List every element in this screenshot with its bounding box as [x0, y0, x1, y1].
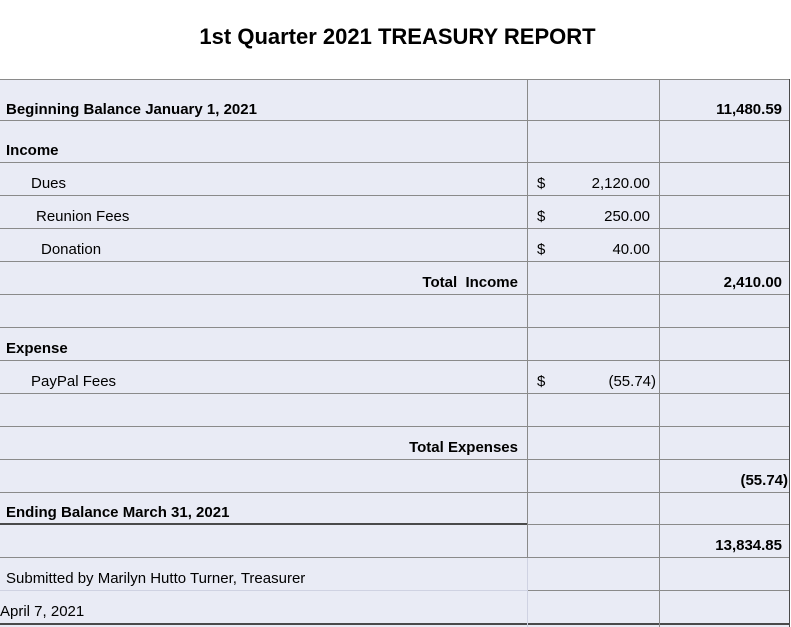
grid-line — [0, 557, 790, 558]
grid-line — [0, 228, 790, 229]
total-income-amount: 2,410.00 — [723, 274, 782, 291]
grid-line — [0, 393, 790, 394]
grid-line — [0, 261, 790, 262]
ending-balance-amount: 13,834.85 — [715, 537, 782, 554]
beginning-balance-label: Beginning Balance January 1, 2021 — [6, 101, 257, 118]
currency-symbol: $ — [537, 241, 546, 258]
income-item-reunion-amount: 250.00 — [604, 208, 650, 225]
grid-line — [0, 327, 790, 328]
expense-item-paypal-label: PayPal Fees — [31, 373, 117, 390]
bottom-border — [0, 623, 790, 625]
income-item-dues-label: Dues — [31, 175, 67, 192]
total-expenses-amount: (55.74) — [740, 472, 788, 489]
grid-line — [0, 360, 790, 361]
grid-line — [0, 492, 790, 493]
column-divider — [527, 558, 528, 627]
currency-symbol: $ — [537, 373, 546, 390]
income-item-reunion-label: Reunion Fees — [36, 208, 130, 225]
income-item-donation-amount: 40.00 — [612, 241, 650, 258]
grid-line — [0, 79, 790, 80]
income-item-donation-label: Donation — [41, 241, 102, 258]
submitted-by: Submitted by Marilyn Hutto Turner, Treasurer — [6, 570, 306, 587]
currency-symbol: $ — [537, 175, 546, 192]
income-item-dues-amount: 2,120.00 — [591, 175, 650, 192]
ending-underline — [0, 523, 528, 525]
total-expenses-label: Total Expenses — [409, 439, 518, 456]
grid-line — [0, 590, 528, 591]
grid-line — [0, 426, 790, 427]
ending-balance-label: Ending Balance March 31, 2021 — [6, 504, 230, 521]
treasury-table — [0, 79, 790, 627]
beginning-balance-amount: 11,480.59 — [716, 101, 782, 118]
income-heading: Income — [6, 142, 59, 159]
column-divider — [527, 79, 528, 558]
total-income-label: Total Income — [422, 274, 518, 291]
right-border — [789, 79, 790, 627]
currency-symbol: $ — [537, 208, 546, 225]
grid-line — [0, 162, 790, 163]
expense-item-paypal-amount: (55.74) — [608, 373, 656, 390]
expense-heading: Expense — [6, 340, 68, 357]
report-title: 1st Quarter 2021 TREASURY REPORT — [199, 24, 596, 49]
grid-line — [0, 459, 790, 460]
report-date: April 7, 2021 — [0, 603, 85, 620]
grid-line — [0, 195, 790, 196]
grid-line — [0, 120, 790, 121]
grid-line — [0, 294, 790, 295]
